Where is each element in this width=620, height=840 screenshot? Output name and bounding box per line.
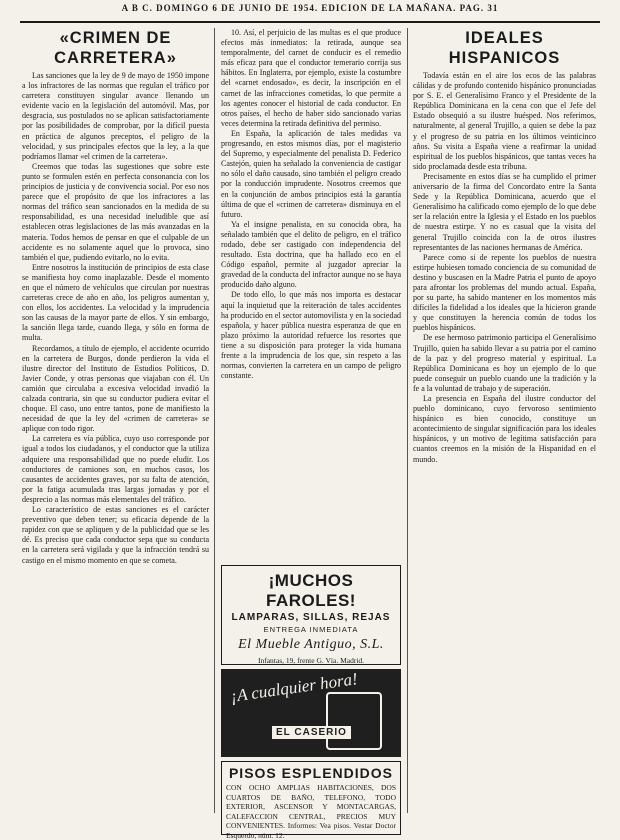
- article-paragraph: La carretera es vía pública, cuyo uso corresponde por igual a todos los ciudadanos, y el conductor que la utiliza adquiere una responsabilidad que no puede eludir. Los conductores de camiones son, en muchos casos, los causantes de accidentes graves, por su falta de atención, por la fatiga acumulada tras largas jornadas y por el desprecio a las normas más elementales del tráfico.: [22, 434, 209, 504]
- page-masthead: [20, 3, 600, 21]
- article-paragraph: De todo ello, lo que más nos importa es destacar aquí la inquietud que la reiteración de tales accidentes ha producido en el sector automovilista y en la sociedad española, y hacer pública nuestra esperanza de que en plazo próximo la autoridad refuerce los resortes que tiene a su disposición para proteger la vida humana frente a la imprudencia de los que, sin respeto a las normas, convierten la carretera en un campo de peligro constante.: [221, 290, 401, 381]
- ad-coffee-slogan: ¡A cualquier hora!: [229, 669, 359, 706]
- article-paragraph: Lo característico de estas sanciones es el carácter preventivo que deben tener; su eficacia depende de la rapidez con que se apliquen y de la publicidad que se les dé. Es preciso que cada conductor sepa que su conducta en la carretera será vigilada y que la infracción tendrá su castigo en el mismo momento en que se cometa.: [22, 505, 209, 565]
- article-paragraph: Todavía están en el aire los ecos de las palabras cálidas y de profundo contenido hispánico pronunciadas por S. E. el Generalísimo Franco y el Presidente de la República Dominicana en la cena con que el Jefe del Estado obsequió a su ilustre huésped. Nos referimos, naturalmente, al general Trujillo, a quien se debe la paz y el progreso de su patria en los últimos veinticinco años. Su visita a España viene a reafirmar la unidad espiritual de los pueblos hispánicos, que tantas veces ha sido proclamada desde esta tribuna.: [413, 71, 596, 171]
- ad-flats: [221, 761, 401, 840]
- article-paragraph: En España, la aplicación de tales medidas va progresando, en estos mismos días, por el magisterio del Supremo, y especialmente del penalista D. Federico Castejón, quien ha señalado la conveniencia de castigar no sólo el daño causado, sino también el peligro creado por la conducción imprudente. Nosotros creemos que en la conjunción de ambos principios está la garantía última de que el «crimen de carretera» disminuya en el futuro.: [221, 128, 401, 219]
- ad-lamps-delivery: ENTREGA INMEDIATA: [263, 625, 359, 634]
- article-title: IDEALES HISPANICOS: [448, 29, 561, 67]
- ad-coffee: [221, 669, 401, 757]
- article-paragraph: Ya el insigne penalista, en su conocida obra, ha señalado también que el delito de peligro, en el tráfico rodado, debe ser castigado con independencia del resultado. Esta doctrina, que ha hallado eco en el Código español, permite al juzgador apreciar la gravedad de la conducta del infractor aunque no se haya producido daño alguno.: [221, 219, 401, 290]
- article-paragraph: Creemos que todas las sugestiones que sobre este punto se formulen estén en perfecta consonancia con los principios de justicia y de convivencia social. Por eso nos parece que el propósito de que los infractores a las normas del tráfico sean sancionados en la medida de su responsabilidad, es una necesidad ineludible que así establecen otras legislaciones de las más avanzadas en la materia. Todos hemos de pensar en que el culpable de un accidente es no solamente aquel que lo provoca, sino también el que, pudiendo evitarlo, no lo evita.: [22, 161, 209, 262]
- article-continuation: [221, 28, 401, 561]
- ad-flats-text: CON OCHO AMPLIAS HABITACIONES, DOS CUARTOS DE BAÑO, TELEFONO, TODO EXTERIOR, ASCENSOR Y MONTACARGAS, CALEFACCION CENTRAL, PRECIOS MUY CONVENIENTES. Informes: Vea pisos. Vestar Doctor Esquerdo, núm. 12.: [226, 783, 396, 840]
- ad-lamps-shop: El Mueble Antiguo, S.L.: [238, 637, 384, 652]
- article-paragraph: 10. Así, el perjuicio de las multas es el que produce efectos más inmediatos: la retirada, aunque sea temporalmente, del carnet de conducir es el remedio más eficaz para que el conductor temerario corrija sus hábitos. En Inglaterra, por ejemplo, existe la costumbre del «carnet endosado», es decir, la inscripción en el carnet de las infracciones cometidas, lo que permite a los agentes conocer el historial de cada conductor. En otros países, el hecho de haber sido sancionado varias veces determina la retirada definitiva del permiso.: [221, 28, 401, 128]
- advertisements: [221, 565, 401, 840]
- ad-lamps-headline: ¡MUCHOS FAROLES!: [266, 571, 356, 610]
- column-divider-left: [214, 28, 215, 813]
- ad-lamps-items: LAMPARAS, SILLAS, REJAS: [231, 612, 391, 623]
- article-title: «CRIMEN DE CARRETERA»: [54, 29, 177, 67]
- ad-lamps: [221, 565, 401, 665]
- article-crimen-de-carretera: [22, 28, 209, 813]
- article-ideales-hispanicos: [413, 28, 596, 813]
- ad-lamps-address: Infantas, 19, frente G. Vía. Madrid.: [257, 656, 365, 665]
- article-paragraph: Las sanciones que la ley de 9 de mayo de 1950 impone a los infractores de las normas que regulan el tráfico por carretera constituyen singular avance llenando un evidente vacío en la legislación del automóvil. Mas, por desgracia, sus postulados no se aplican satisfactoriamente por las posibilidades de comprobar, por la difícil puesta en práctica de algunos preceptos, el peligro de la velocidad, y sus principales efectos que la ley, a la que podríamos llamar «el crimen de la carretera».: [22, 71, 209, 161]
- ad-coffee-brand: EL CASERIO: [272, 726, 351, 739]
- ad-flats-headline: PISOS ESPLENDIDOS: [228, 765, 394, 781]
- article-paragraph: Recordamos, a título de ejemplo, el accidente ocurrido en la carretera de Burgos, donde perdieron la vida el ilustre director del Instituto de Estudios Políticos, D. Javier Conde, y otras personas que viajaban con él. Un camión que circulaba a excesiva velocidad invadió la calzada contraria, sin que su conductor pudiera evitar el choque. El caso, uno entre tantos, pone de manifiesto la necesidad de que la ley del «crimen de carretera» se aplique con todo rigor.: [22, 343, 209, 434]
- column-divider-right: [407, 28, 408, 813]
- article-paragraph: Precisamente en estos días se ha cumplido el primer aniversario de la firma del Concordato entre la Santa Sede y la República Dominicana, acuerdo que el Generalísimo ha calificado como ejemplo de lo que debe ser la relación entre la Iglesia y el Estado en los pueblos de nuestra estirpe. Y no es casual que la visita del general Trujillo coincida con la de otros ilustres representantes de las naciones hermanas de América.: [413, 171, 596, 252]
- coffee-can-icon: [326, 692, 382, 750]
- article-paragraph: De ese hermoso patrimonio participa el Generalísimo Trujillo, quien ha sabido llevar a su patria por el camino de la paz y del progreso material y espiritual. La República Dominicana es hoy un ejemplo de lo que puede conseguir un pueblo cuando une la tradición y la fe a la voluntad de trabajo y de superación.: [413, 333, 596, 393]
- article-paragraph: La presencia en España del ilustre conductor del pueblo dominicano, cuyo fervoroso sentimiento hispánico es bien conocido, constituye un acontecimiento de singular significación para los ideales hispánicos, y un motivo de legítima satisfacción para cuantos creemos en la misión de la Hispanidad en el mundo.: [413, 394, 596, 464]
- masthead-line: A B C. DOMINGO 6 DE JUNIO DE 1954. EDICION DE LA MAÑANA. PAG. 31: [121, 3, 499, 13]
- masthead-rule: [20, 21, 600, 23]
- article-paragraph: Parece como si de repente los pueblos de nuestra estirpe hubiesen tomado conciencia de su comunidad de destino y buscasen en la Madre Patria el punto de apoyo para afrontar los problemas del mundo actual. España, por su parte, ha sabido mantener en los momentos más difíciles la fidelidad a los ideales que la hicieron grande y que constituyen la herencia común de todos los pueblos hispánicos.: [413, 252, 596, 333]
- article-paragraph: Entre nosotros la institución de principios de esta clase se manifiesta hoy como inaplazable. Desde el momento en que el número de vehículos que circulan por nuestras carreteras crece de año en año, los peligros aumentan y, con ellos, los accidentes. La velocidad y la imprudencia son las causas de la mayor parte de ellos. Y sin embargo, la sanción llega tarde, cuando llega, y sólo en forma de multa.: [22, 262, 209, 343]
